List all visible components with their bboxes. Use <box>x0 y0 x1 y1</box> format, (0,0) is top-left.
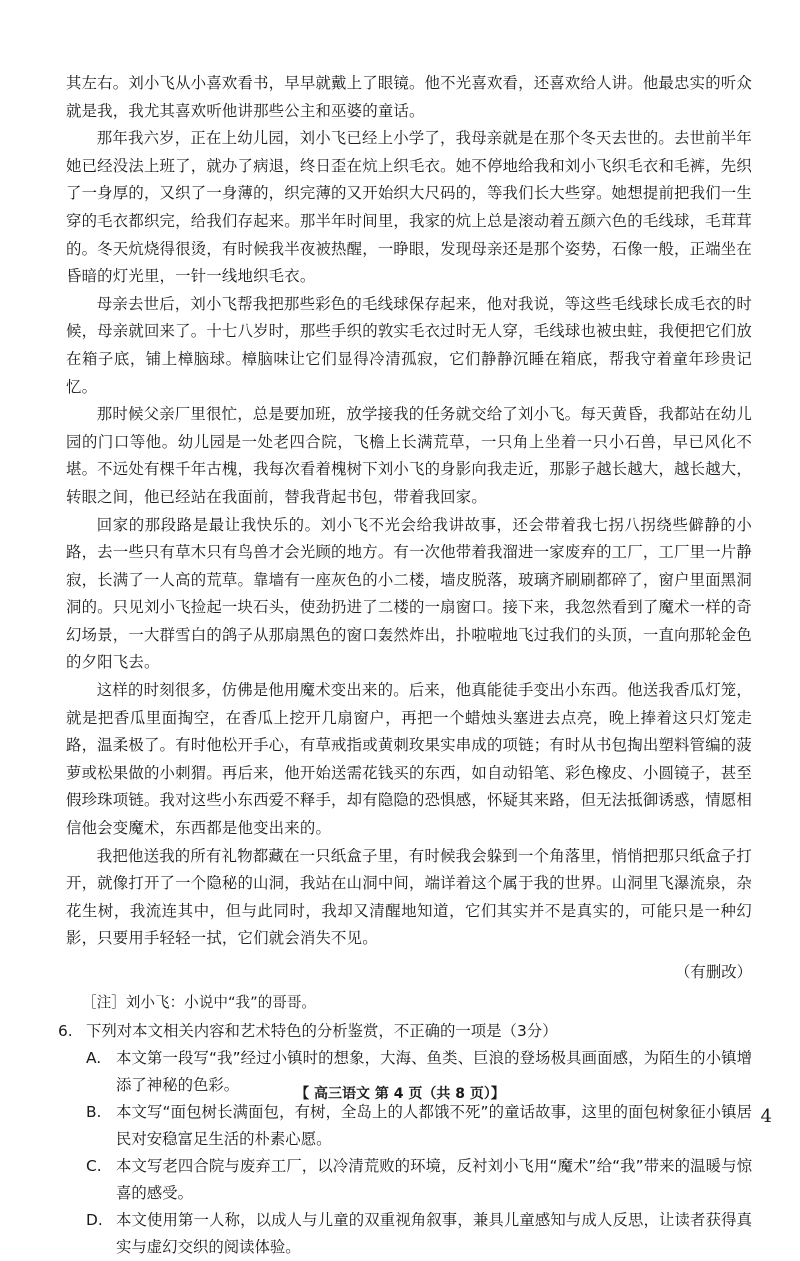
option-c <box>86 1153 752 1207</box>
source-note: （有删改） <box>675 963 752 981</box>
option-text: 本文写老四合院与废弃工厂，以冷清荒败的环境，反衬刘小飞用“魔术”给“我”带来的温暖与惊喜的感受。 <box>116 1156 752 1202</box>
passage-paragraph-4: 那时候父亲厂里很忙，总是要加班，放学接我的任务就交给了刘小飞。每天黄昏，我都站在幼儿园的门口等他。幼儿园是一处老四合院，飞檐上长满荒草，一只角上坐着一只小石兽，早已风化不堪。不远处有棵千年古槐，我每次看着槐树下刘小飞的身影向我走近，那影子越长越大，越长越大，转眼之间，他已经站在我面前，替我背起书包，带着我回家。 <box>66 405 752 506</box>
question-text: 下列对本文相关内容和艺术特色的分析鉴赏，不正确的一项是（3分） <box>86 1021 558 1040</box>
option-text: 本文第一段写“我”经过小镇时的想象，大海、鱼类、巨浪的登场极具画面感，为陌生的小镇增添了神秘的色彩。 <box>116 1048 752 1094</box>
option-text: 本文写“面包树长满面包，有树，全岛上的人都饿不死”的童话故事，这里的面包树象征小镇居民对安稳富足生活的朴素心愿。 <box>116 1102 752 1148</box>
passage-paragraph-3: 母亲去世后，刘小飞帮我把那些彩色的毛线球保存起来，他对我说，等这些毛线球长成毛衣的时候，母亲就回来了。十七八岁时，那些手织的敦实毛衣过时无人穿，毛线球也被虫蛀，我便把它们放在箱子底，铺上樟脑球。樟脑味让它们显得冷清孤寂，它们静静沉睡在箱底，帮我守着童年珍贵记忆。 <box>66 294 752 396</box>
option-text: 本文使用第一人称，以成人与儿童的双重视角叙事，兼具儿童感知与成人反思，让读者获得真实与虚幻交织的阅读体验。 <box>116 1210 752 1256</box>
option-b <box>86 1099 752 1153</box>
option-letter: B. <box>86 1102 102 1121</box>
option-d <box>86 1207 752 1261</box>
passage <box>66 70 752 1016</box>
option-letter: A. <box>86 1048 102 1067</box>
page-footer: 【 高三语文 第 4 页（共 8 页）】 <box>295 1086 505 1102</box>
page-number: 4 <box>760 1106 772 1127</box>
option-letter: C. <box>86 1156 102 1175</box>
question-6 <box>58 1018 752 1261</box>
passage-paragraph-1: 其左右。刘小飞从小喜欢看书，早早就戴上了眼镜。他不光喜欢看，还喜欢给人讲。他最忠实的听众就是我，我尤其喜欢听他讲那些公主和巫婆的童话。 <box>66 74 752 120</box>
question-number: 6. <box>58 1021 73 1040</box>
passage-paragraph-7: 我把他送我的所有礼物都藏在一只纸盒子里，有时候我会躲到一个角落里，悄悄把那只纸盒子打开，就像打开了一个隐秘的山洞，我站在山洞中间，端详着这个属于我的世界。山洞里飞瀑流泉，杂花生树，我流连其中，但与此同时，我却又清醒地知道，它们其实并不是真实的，可能只是一种幻影，只要用手轻轻一拭，它们就会消失不见。 <box>66 846 752 948</box>
exam-page <box>58 70 752 1261</box>
question-stem <box>58 1018 752 1045</box>
footnote: ［注］刘小飞：小说中“我”的哥哥。 <box>82 993 317 1011</box>
passage-paragraph-6: 这样的时刻很多，仿佛是他用魔术变出来的。后来，他真能徒手变出小东西。他送我香瓜灯笼，就是把香瓜里面掏空，在香瓜上挖开几扇窗户，再把一个蜡烛头塞进去点亮，晚上捧着这只灯笼走路，温柔极了。有时他松开手心，有草戒指或黄刺玫果实串成的项链；有时从书包掏出塑料管编的菠萝或松果做的小刺猬。再后来，他开始送需花钱买的东西，如自动铅笔、彩色橡皮、小圆镜子，甚至假珍珠项链。我对这些小东西爱不释手，却有隐隐的恐惧感，怀疑其来路，但无法抵御诱惑，情愿相信他会变魔术，东西都是他变出来的。 <box>66 681 752 838</box>
option-letter: D. <box>86 1210 103 1229</box>
passage-paragraph-5: 回家的那段路是最让我快乐的。刘小飞不光会给我讲故事，还会带着我七拐八拐绕些僻静的小路，去一些只有草木只有鸟兽才会光顾的地方。有一次他带着我溜进一家废弃的工厂，工厂里一片静寂，长满了一人高的荒草。靠墙有一座灰色的小二楼，墙皮脱落，玻璃齐刷刷都碎了，窗户里面黑洞洞的。只见刘小飞捡起一块石头，使劲扔进了二楼的一扇窗口。接下来，我忽然看到了魔术一样的奇幻场景，一大群雪白的鸽子从那扇黑色的窗口轰然炸出，扑啦啦地飞过我们的头顶，一直向那轮金色的夕阳飞去。 <box>66 515 752 672</box>
passage-paragraph-2: 那年我六岁，正在上幼儿园，刘小飞已经上小学了，我母亲就是在那个冬天去世的。去世前半年她已经没法上班了，就办了病退，终日歪在炕上织毛衣。她不停地给我和刘小飞织毛衣和毛裤，先织了一身厚的，又织了一身薄的，织完薄的又开始织大尺码的，等我们长大些穿。她想提前把我们一生穿的毛衣都织完，给我们存起来。那半年时间里，我家的炕上总是滚动着五颜六色的毛线球，毛茸茸的。冬天炕烧得很烫，有时候我半夜被热醒，一睁眼，发现母亲还是那个姿势，石像一般，正端坐在昏暗的灯光里，一针一线地织毛衣。 <box>66 129 752 286</box>
